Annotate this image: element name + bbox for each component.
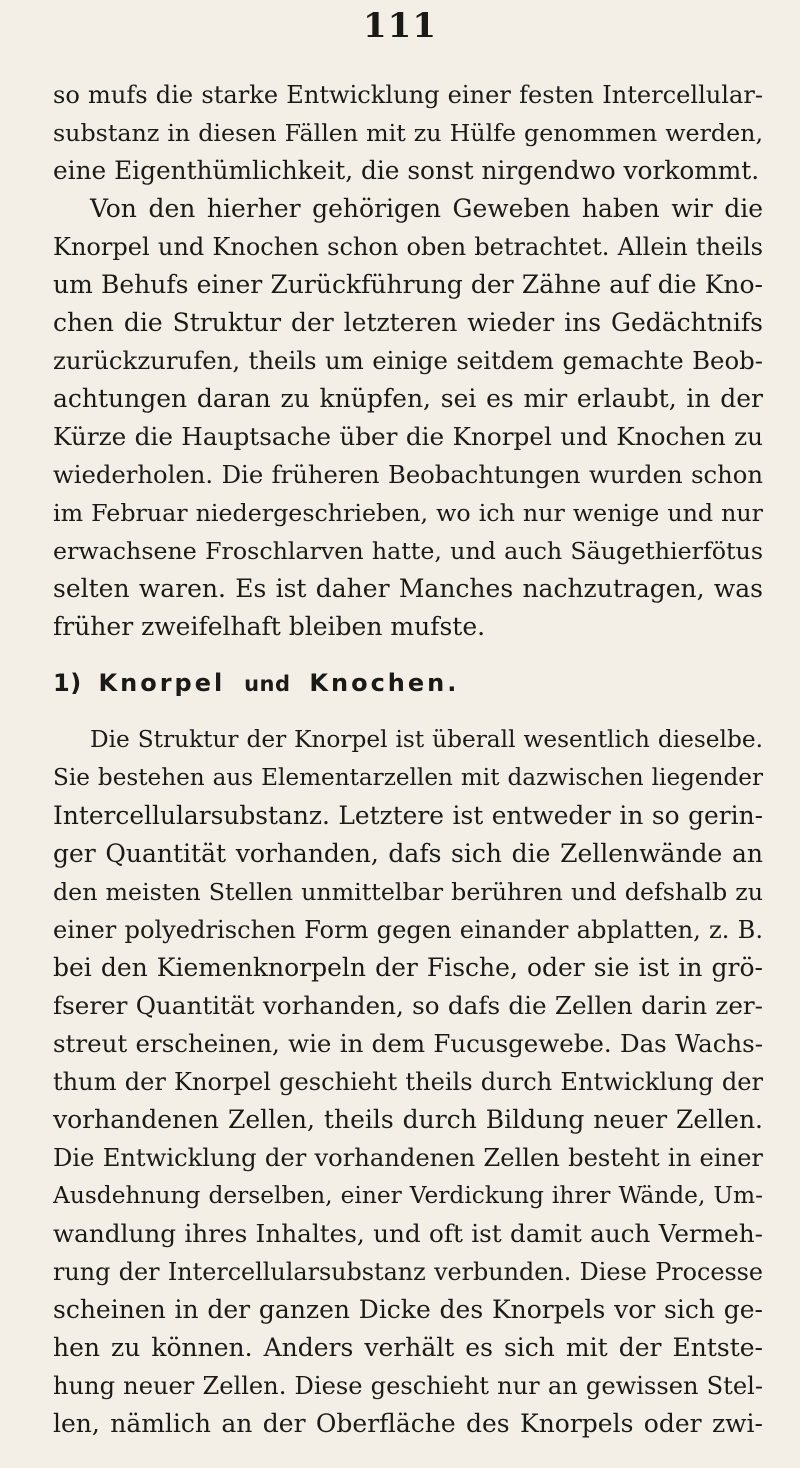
text-line: streut erscheinen, wie in dem Fucusgewebe. Das Wachs- xyxy=(53,1029,763,1058)
text-line: wiederholen. Die früheren Beobachtungen wurden schon xyxy=(53,460,763,489)
section-heading xyxy=(53,666,459,701)
text-line: ger Quantität vorhanden, dafs sich die Zellenwände an xyxy=(53,839,763,868)
text-line: rung der Intercellularsubstanz verbunden. Diese Processe xyxy=(53,1258,763,1286)
text-line: achtungen daran zu knüpfen, sei es mir erlaubt, in der xyxy=(53,384,763,413)
text-line: Die Entwicklung der vorhandenen Zellen besteht in einer xyxy=(53,1144,763,1172)
text-line: erwachsene Froschlarven hatte, und auch Säugethierfötus xyxy=(53,537,763,565)
text-line: chen die Struktur der letzteren wieder ins Gedächtnifs xyxy=(53,308,763,337)
text-line: hung neuer Zellen. Diese geschieht nur an gewissen Stel- xyxy=(53,1372,763,1400)
paragraph-first-line: Von den hierher gehörigen Geweben haben wir die xyxy=(90,194,763,223)
paragraph-block-lower xyxy=(53,721,763,1443)
text-line: früher zweifelhaft bleiben mufste. xyxy=(53,612,486,641)
text-line: scheinen in der ganzen Dicke des Knorpels vor sich ge- xyxy=(53,1295,763,1324)
text-line: vorhandenen Zellen, theils durch Bildung neuer Zellen. xyxy=(53,1105,763,1134)
text-line: Kürze die Hauptsache über die Knorpel und Knochen zu xyxy=(53,422,763,451)
text-line: len, nämlich an der Oberfläche des Knorpels oder zwi- xyxy=(53,1409,763,1438)
text-line: im Februar niedergeschrieben, wo ich nur wenige und nur xyxy=(53,499,763,527)
text-line: zurückzurufen, theils um einige seitdem gemachte Beob- xyxy=(53,346,763,375)
text-line: Intercellularsubstanz. Letztere ist entweder in so gerin- xyxy=(53,801,763,830)
text-line: wandlung ihres Inhaltes, und oft ist damit auch Vermeh- xyxy=(53,1219,763,1248)
section-title-conjunction: und xyxy=(244,672,291,696)
text-line: den meisten Stellen unmittelbar berühren und defshalb zu xyxy=(53,878,763,906)
text-line: Ausdehnung derselben, einer Verdickung ihrer Wände, Um- xyxy=(53,1182,763,1209)
section-title-word: Knochen. xyxy=(309,669,460,697)
text-line: selten waren. Es ist daher Manches nachzutragen, was xyxy=(53,574,763,603)
text-line: einer polyedrischen Form gegen einander abplatten, z. B. xyxy=(53,916,763,944)
text-line: thum der Knorpel geschieht theils durch Entwicklung der xyxy=(53,1068,763,1096)
paragraph-block-upper xyxy=(53,76,763,646)
text-line: so mufs die starke Entwicklung einer festen Intercellular- xyxy=(53,81,763,109)
text-line: bei den Kiemenknorpeln der Fische, oder sie ist in grö- xyxy=(53,953,763,982)
text-line: Knorpel und Knochen schon oben betrachtet. Allein theils xyxy=(53,233,763,261)
text-line: um Behufs einer Zurückführung der Zähne auf die Kno- xyxy=(53,270,763,299)
text-line: hen zu können. Anders verhält es sich mit der Entste- xyxy=(53,1333,763,1362)
page-number: 111 xyxy=(363,6,437,46)
text-line: eine Eigenthümlichkeit, die sonst nirgendwo vorkommt. xyxy=(53,156,760,185)
section-number: 1) xyxy=(53,669,82,697)
text-line: Sie bestehen aus Elementarzellen mit dazwischen liegender xyxy=(53,765,763,791)
text-line: fserer Quantität vorhanden, so dafs die Zellen darin zer- xyxy=(53,991,763,1020)
paragraph-first-line: Die Struktur der Knorpel ist überall wesentlich dieselbe. xyxy=(90,726,763,753)
section-title-word: Knorpel xyxy=(98,669,226,697)
text-line: substanz in diesen Fällen mit zu Hülfe genommen werden, xyxy=(53,119,763,147)
